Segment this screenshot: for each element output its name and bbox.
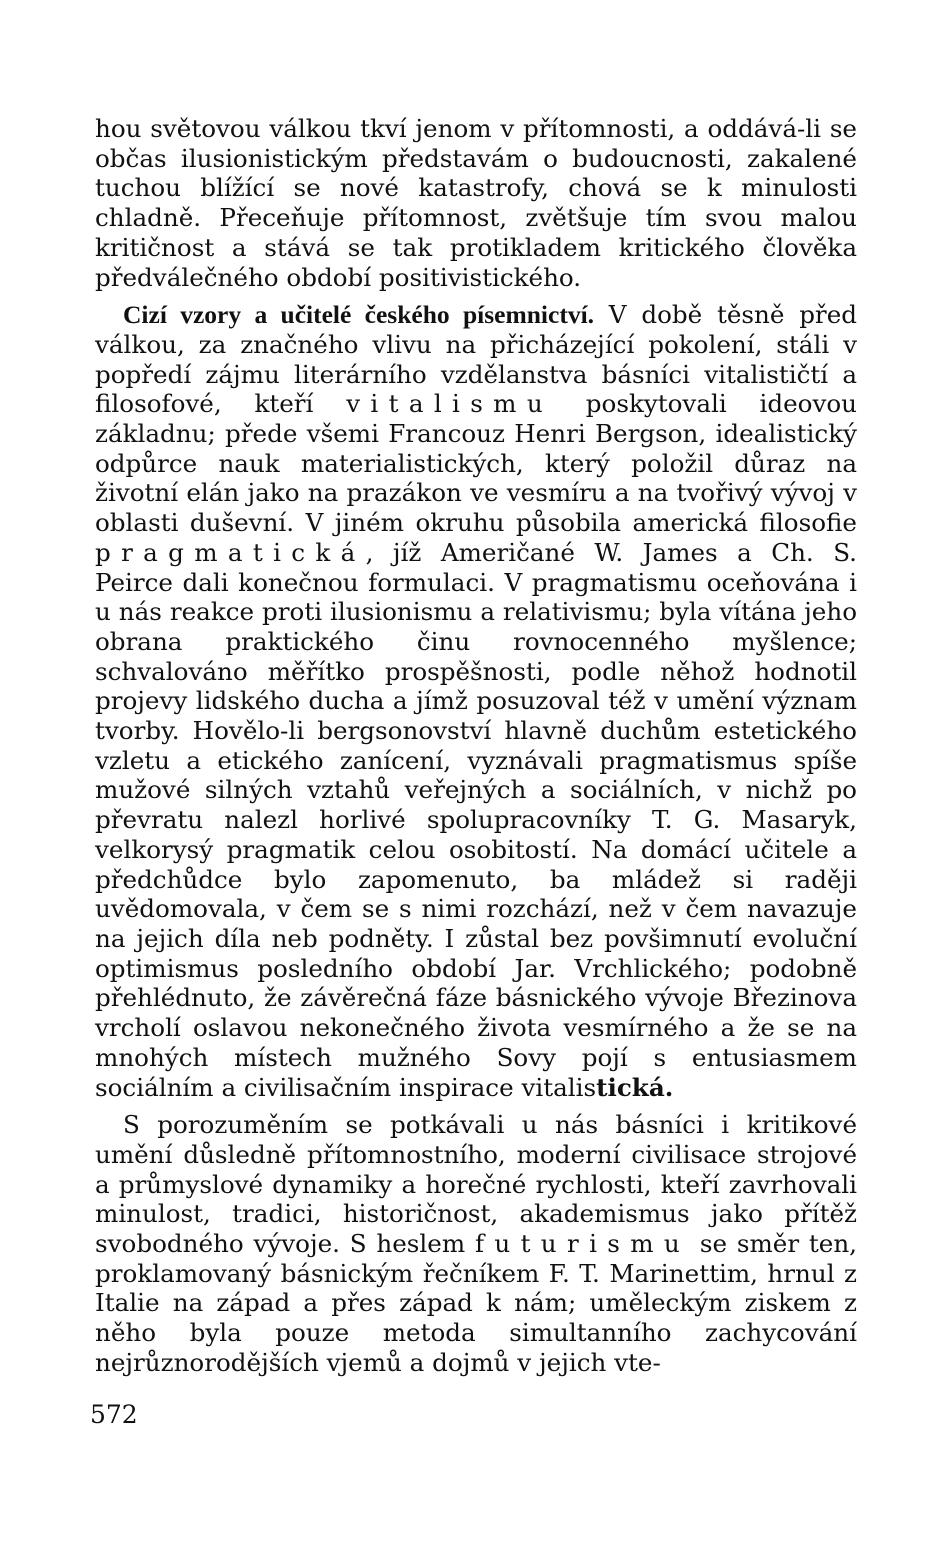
term-pragmaticka: pragmatická	[95, 537, 366, 567]
term-futurismu: futurismu	[474, 1229, 691, 1259]
paragraph-3	[95, 1110, 857, 1377]
page-body	[95, 114, 857, 1378]
paragraph-1-text: hou světovou válkou tkví jenom v přítomnosti, a oddává-li se občas ilusionistickým představám o budoucnosti, zakalené tuchou blížící se nové katastrofy, chová se k minulosti chladně. Přeceňuje přítomnost, zvětšuje tím svou malou kritičnost a stává se tak protikladem kritického člověka předválečného období positivistického.	[95, 114, 857, 292]
term-vitalismu: vitalismu	[346, 389, 553, 419]
paragraph-3-text-a: S porozuměním se potkávali u nás básníci i kritikové umění důsledně přítomnostního, moderní civilisace strojové a průmyslové dynamiky a horečné rychlosti, kteří zavrhovali minulost, tradici, historičnost, akademismus jako přítěž svobodného vývoje. S heslem	[95, 1110, 857, 1259]
paragraph-3-text-b: se směr ten, proklamovaný básnickým řečníkem F. T. Marinettim, hrnul z Italie na západ a přes západ k nám; uměleckým ziskem z něho byla pouze metoda simultanního zachycování nejrůznorodějších vjemů a dojmů v jejich vte-	[95, 1229, 857, 1377]
page-number: 572	[90, 1400, 138, 1429]
paragraph-2-ending: tická.	[596, 1072, 674, 1102]
paragraph-2	[95, 300, 857, 1102]
paragraph-1	[95, 114, 857, 292]
section-heading: Cizí vzory a učitelé českého písemnictví.	[123, 300, 595, 330]
paragraph-2-text-c: , jíž Američané W. James a Ch. S. Peirce dali konečnou formulaci. V pragmatismu oceňována i u nás reakce proti ilusionismu a relativismu; byla vítána jeho obrana praktického činu rovnocenného myšlence; schvalováno měřítko prospěšnosti, podle něhož hodnotil projevy lidského ducha a jímž posuzoval též v umění význam tvorby. Hovělo-li bergsonovství hlavně duchům estetického vzletu a etického zanícení, vyznávali pragmatismus spíše mužové silných vztahů veřejných a sociálních, v nichž po převratu nalezl horlivé spolupracovníky T. G. Masaryk, velkorysý pragmatik celou osobitostí. Na domácí učitele a předchůdce bylo zapomenuto, ba mládež si raději uvědomovala, v čem se s nimi rozchází, než v čem navazuje na jejich díla neb podněty. I zůstal bez povšimnutí evoluční optimismus posledního období Jar. Vrchlického; podobně přehlédnuto, že závěrečná fáze básnického vývoje Březinova vrcholí oslavou nekonečného života vesmírného a že se na mnohých místech mužného Sovy pojí s entusiasmem sociálním a civilisačním inspirace vitalis	[95, 537, 857, 1102]
paragraph-2-text-b: poskytovali ideovou základnu; přede všemi Francouz Henri Bergson, idealistický odpůrce nauk materialistických, který položil důraz na životní elán jako na prazákon ve vesmíru a na tvořivý vývoj v oblasti duševní. V jiném okruhu působila americká filosofie	[95, 389, 857, 538]
paragraph-2-text-a: V době těsně před válkou, za značného vlivu na přicházející pokolení, stáli v popředí zájmu literárního vzdělanstva básníci vitalističtí a filosofové, kteří	[95, 300, 857, 419]
